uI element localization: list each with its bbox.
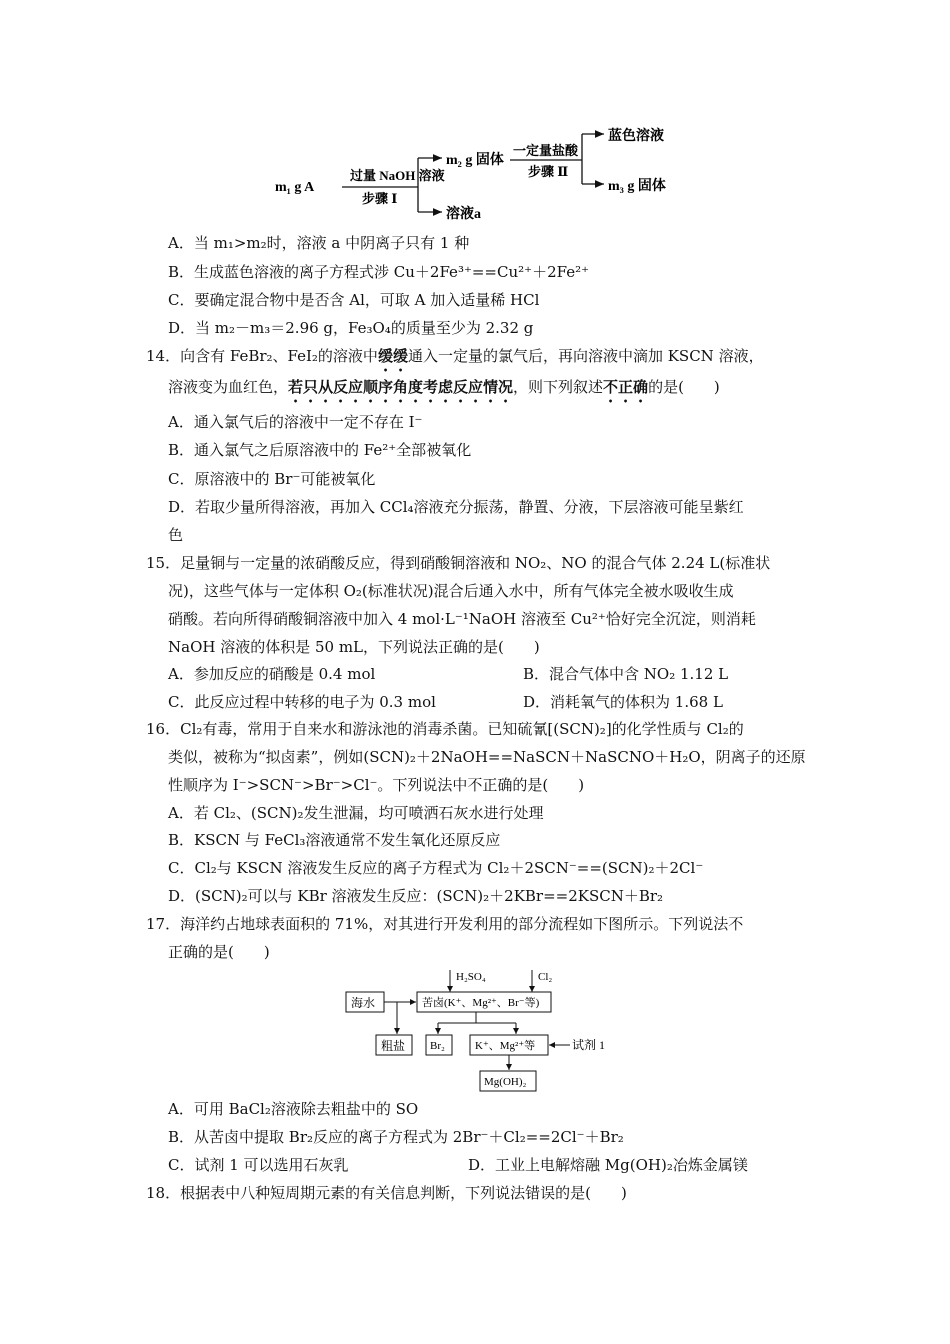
step1-reagent: 过量 NaOH 溶液 [350,168,445,183]
blue-solution: 蓝色溶液 [608,129,664,144]
q15-stem-line4: NaOH 溶液的体积是 50 mL，下列说法正确的是( ) [168,638,540,656]
q14-stem-line1 [146,346,764,375]
start-substance: m₁ g A [275,180,315,195]
br2-box: Br₂ [430,1040,445,1052]
q13-option-d: D．当 m₂－m₃＝2.96 g，Fe₃O₄的质量至少为 2.32 g [168,319,534,337]
q15-option-b: B．混合气体中含 NO₂ 1.12 L [523,665,729,683]
q14-stem-part: 的是( ) [648,378,720,396]
q16-option-b: B．KSCN 与 FeCl₃溶液通常不发生氧化还原反应 [168,831,501,849]
q14-stem-part: 14．向含有 FeBr₂、FeI₂的溶液中 [146,347,378,365]
q14-stem-part: 溶液变为血红色， [168,378,289,396]
q16-option-a: A．若 Cl₂、(SCN)₂发生泄漏，均可喷洒石灰水进行处理 [168,804,544,822]
bittern-box: 苦卤(K⁺、Mg²⁺、Br⁻等) [422,997,540,1009]
q14-emphasis-slowly: 缓缓 [377,347,408,365]
q14-stem-part: ，则下列叙述 [513,378,604,396]
q15-stem-line2: 况)，这些气体与一定体积 O₂(标准状况)混合后通入水中，所有气体完全被水吸收生成 [168,582,734,600]
q15-option-c: C．此反应过程中转移的电子为 0.3 mol [168,693,436,711]
seawater-flow-diagram [340,966,640,1096]
crude-salt-box: 粗盐 [381,1039,406,1053]
q18-stem: 18．根据表中八种短周期元素的有关信息判断，下列说法错误的是( ) [146,1184,627,1202]
seawater-box: 海水 [351,996,376,1010]
q17-stem-line1: 17．海洋约占地球表面积的 71%，对其进行开发利用的部分流程如下图所示。下列说法不 [146,915,744,933]
q13-option-a: A．当 m₁>m₂时，溶液 a 中阴离子只有 1 种 [168,234,470,252]
q14-option-a: A．通入氯气后的溶液中一定不存在 I⁻ [168,413,423,431]
q16-option-c: C．Cl₂与 KSCN 溶液发生反应的离子方程式为 Cl₂＋2SCN⁻==(SCN)₂＋2Cl⁻ [168,859,704,877]
solution-a: 溶液a [446,207,481,222]
q16-stem-line1: 16．Cl₂有毒，常用于自来水和游泳池的消毒杀菌。已知硫氰[(SCN)₂]的化学性质与 Cl₂的 [146,720,744,738]
q17-option-d: D．工业上电解熔融 Mg(OH)₂冶炼金属镁 [468,1156,748,1174]
q15-stem-line1: 15．足量铜与一定量的浓硝酸反应，得到硝酸铜溶液和 NO₂、NO 的混合气体 2.24 L(标准状 [146,554,771,572]
q13-option-b: B．生成蓝色溶液的离子方程式涉 Cu＋2Fe³⁺==Cu²⁺＋2Fe²⁺ [168,263,590,281]
q14-stem-part: 通入一定量的氯气后，再向溶液中滴加 KSCN 溶液， [407,347,764,365]
q14-stem-line2 [168,377,720,406]
k-mg-box: K⁺、Mg²⁺等 [475,1040,536,1052]
mgoh2-box: Mg(OH)₂ [484,1076,527,1088]
q17-option-a: A．可用 BaCl₂溶液除去粗盐中的 SO [168,1100,419,1118]
q16-stem-line3: 性顺序为 I⁻>SCN⁻>Br⁻>Cl⁻。下列说法中不正确的是( ) [168,776,585,794]
separation-flow-diagram [270,118,690,228]
q14-option-c: C．原溶液中的 Br⁻可能被氧化 [168,470,376,488]
q16-stem-line2: 类似，被称为“拟卤素”，例如(SCN)₂＋2NaOH==NaSCN＋NaSCNO＋H₂O，阴离子的还原 [168,748,806,766]
solid-m3: m₃ g 固体 [608,179,666,194]
q14-option-d: D．若取少量所得溶液，再加入 CCl₄溶液充分振荡，静置、分液，下层溶液可能呈紫红 [168,498,744,516]
step2-reagent: 一定量盐酸 [513,143,579,158]
q14-option-d-cont: 色 [168,526,184,544]
cl2-label: Cl₂ [538,971,553,983]
h2so4-label: H₂SO₄ [456,971,486,983]
solid-m2: m₂ g 固体 [446,153,504,168]
step2-label: 步骤 Ⅱ [528,164,569,179]
q15-option-a: A．参加反应的硝酸是 0.4 mol [168,665,376,683]
q15-stem-line3: 硝酸。若向所得硝酸铜溶液中加入 4 mol·L⁻¹NaOH 溶液至 Cu²⁺恰好完全沉淀，则消耗 [168,610,756,628]
q16-option-d: D．(SCN)₂可以与 KBr 溶液发生反应：(SCN)₂＋2KBr==2KSCN＋Br₂ [168,887,664,905]
q13-option-c: C．要确定混合物中是否含 Al，可取 A 加入适量稀 HCl [168,291,540,309]
q15-option-d: D．消耗氧气的体积为 1.68 L [523,693,723,711]
q17-option-c: C．试剂 1 可以选用石灰乳 [168,1156,349,1174]
q17-stem-line2: 正确的是( ) [168,943,270,961]
step1-label: 步骤 Ⅰ [362,191,398,206]
q17-option-b: B．从苦卤中提取 Br₂反应的离子方程式为 2Br⁻＋Cl₂==2Cl⁻＋Br₂ [168,1128,624,1146]
reagent1-label: 试剂 1 [572,1038,606,1052]
q14-emphasis-order: 若只从反应顺序角度考虑反应情况 [288,378,514,396]
q14-option-b: B．通入氯气之后原溶液中的 Fe²⁺全部被氧化 [168,441,472,459]
q14-emphasis-incorrect: 不正确 [603,378,649,396]
